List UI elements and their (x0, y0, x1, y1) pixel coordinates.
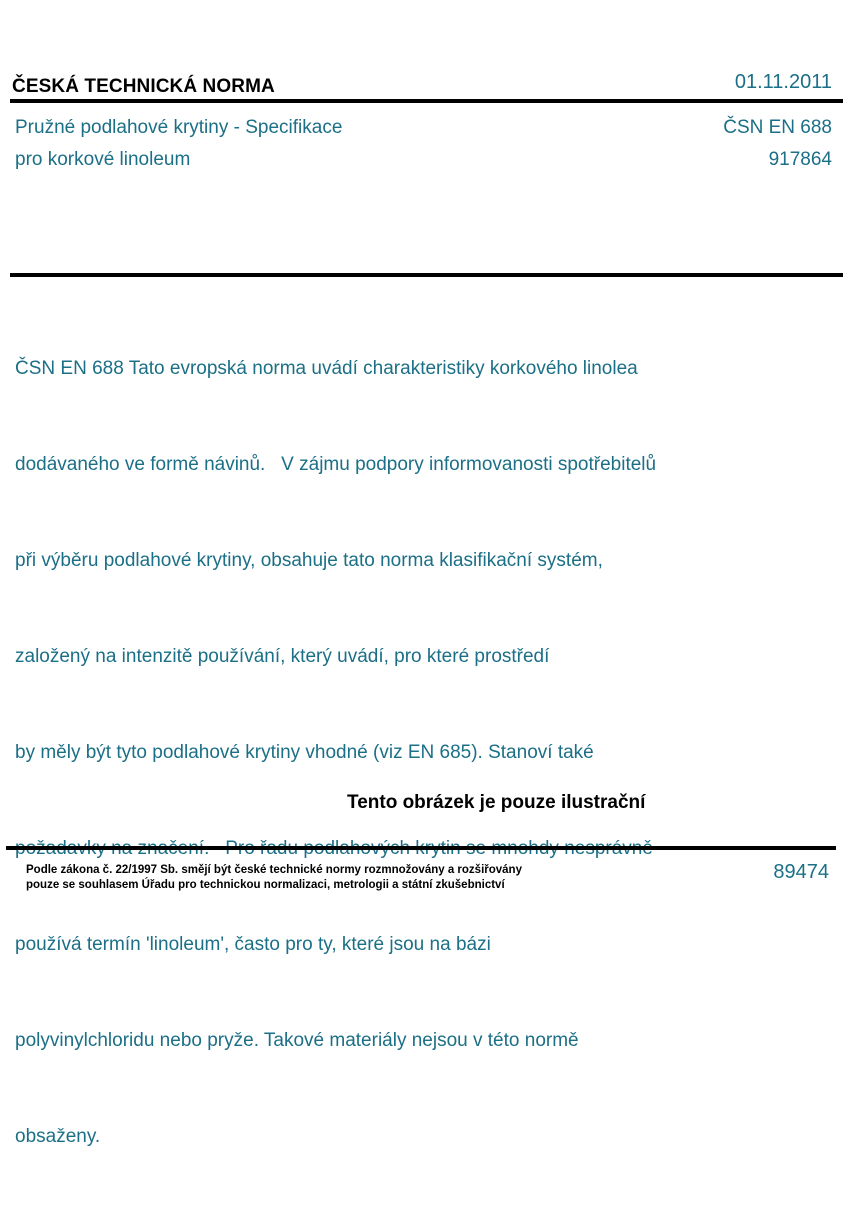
legal-notice-line-2: pouze se souhlasem Úřadu pro technickou normalizaci, metrologii a státní zkušebnictví (26, 879, 505, 891)
standard-designation: ČSN EN 688 (723, 117, 832, 138)
abstract-line: ČSN EN 688 Tato evropská norma uvádí charakteristiky korkového linolea (15, 358, 638, 379)
standard-title-line-1: Pružné podlahové krytiny - Specifikace (15, 117, 343, 138)
abstract-line: dodávaného ve formě návinů. V zájmu podpory informovanosti spotřebitelů (15, 454, 657, 475)
publication-date: 01.11.2011 (734, 71, 832, 93)
footer-divider (6, 846, 836, 850)
standard-title-line-2: pro korkové linoleum (15, 149, 191, 170)
document-type-heading: ČESKÁ TECHNICKÁ NORMA (12, 76, 275, 97)
abstract-line: používá termín 'linoleum', často pro ty, které jsou na bázi (15, 934, 491, 955)
illustration-disclaimer: Tento obrázek je pouze ilustrační (347, 792, 646, 813)
abstract-line: při výběru podlahové krytiny, obsahuje tato norma klasifikační systém, (15, 550, 603, 571)
abstract-line: polyvinylchloridu nebo pryže. Takové materiály nejsou v této normě (15, 1030, 579, 1051)
abstract-text (15, 289, 656, 1217)
abstract-line: obsaženy. (15, 1126, 101, 1147)
abstract-line: založený na intenzitě používání, který uvádí, pro které prostředí (15, 646, 550, 667)
section-divider (10, 273, 843, 277)
header-divider (10, 99, 843, 103)
legal-notice-line-1: Podle zákona č. 22/1997 Sb. smějí být české technické normy rozmnožovány a rozšiřovány (26, 864, 522, 876)
catalog-number: 917864 (768, 149, 832, 170)
abstract-line: by měly být tyto podlahové krytiny vhodné (viz EN 685). Stanoví také (15, 742, 594, 763)
footer-document-number: 89474 (773, 861, 829, 883)
